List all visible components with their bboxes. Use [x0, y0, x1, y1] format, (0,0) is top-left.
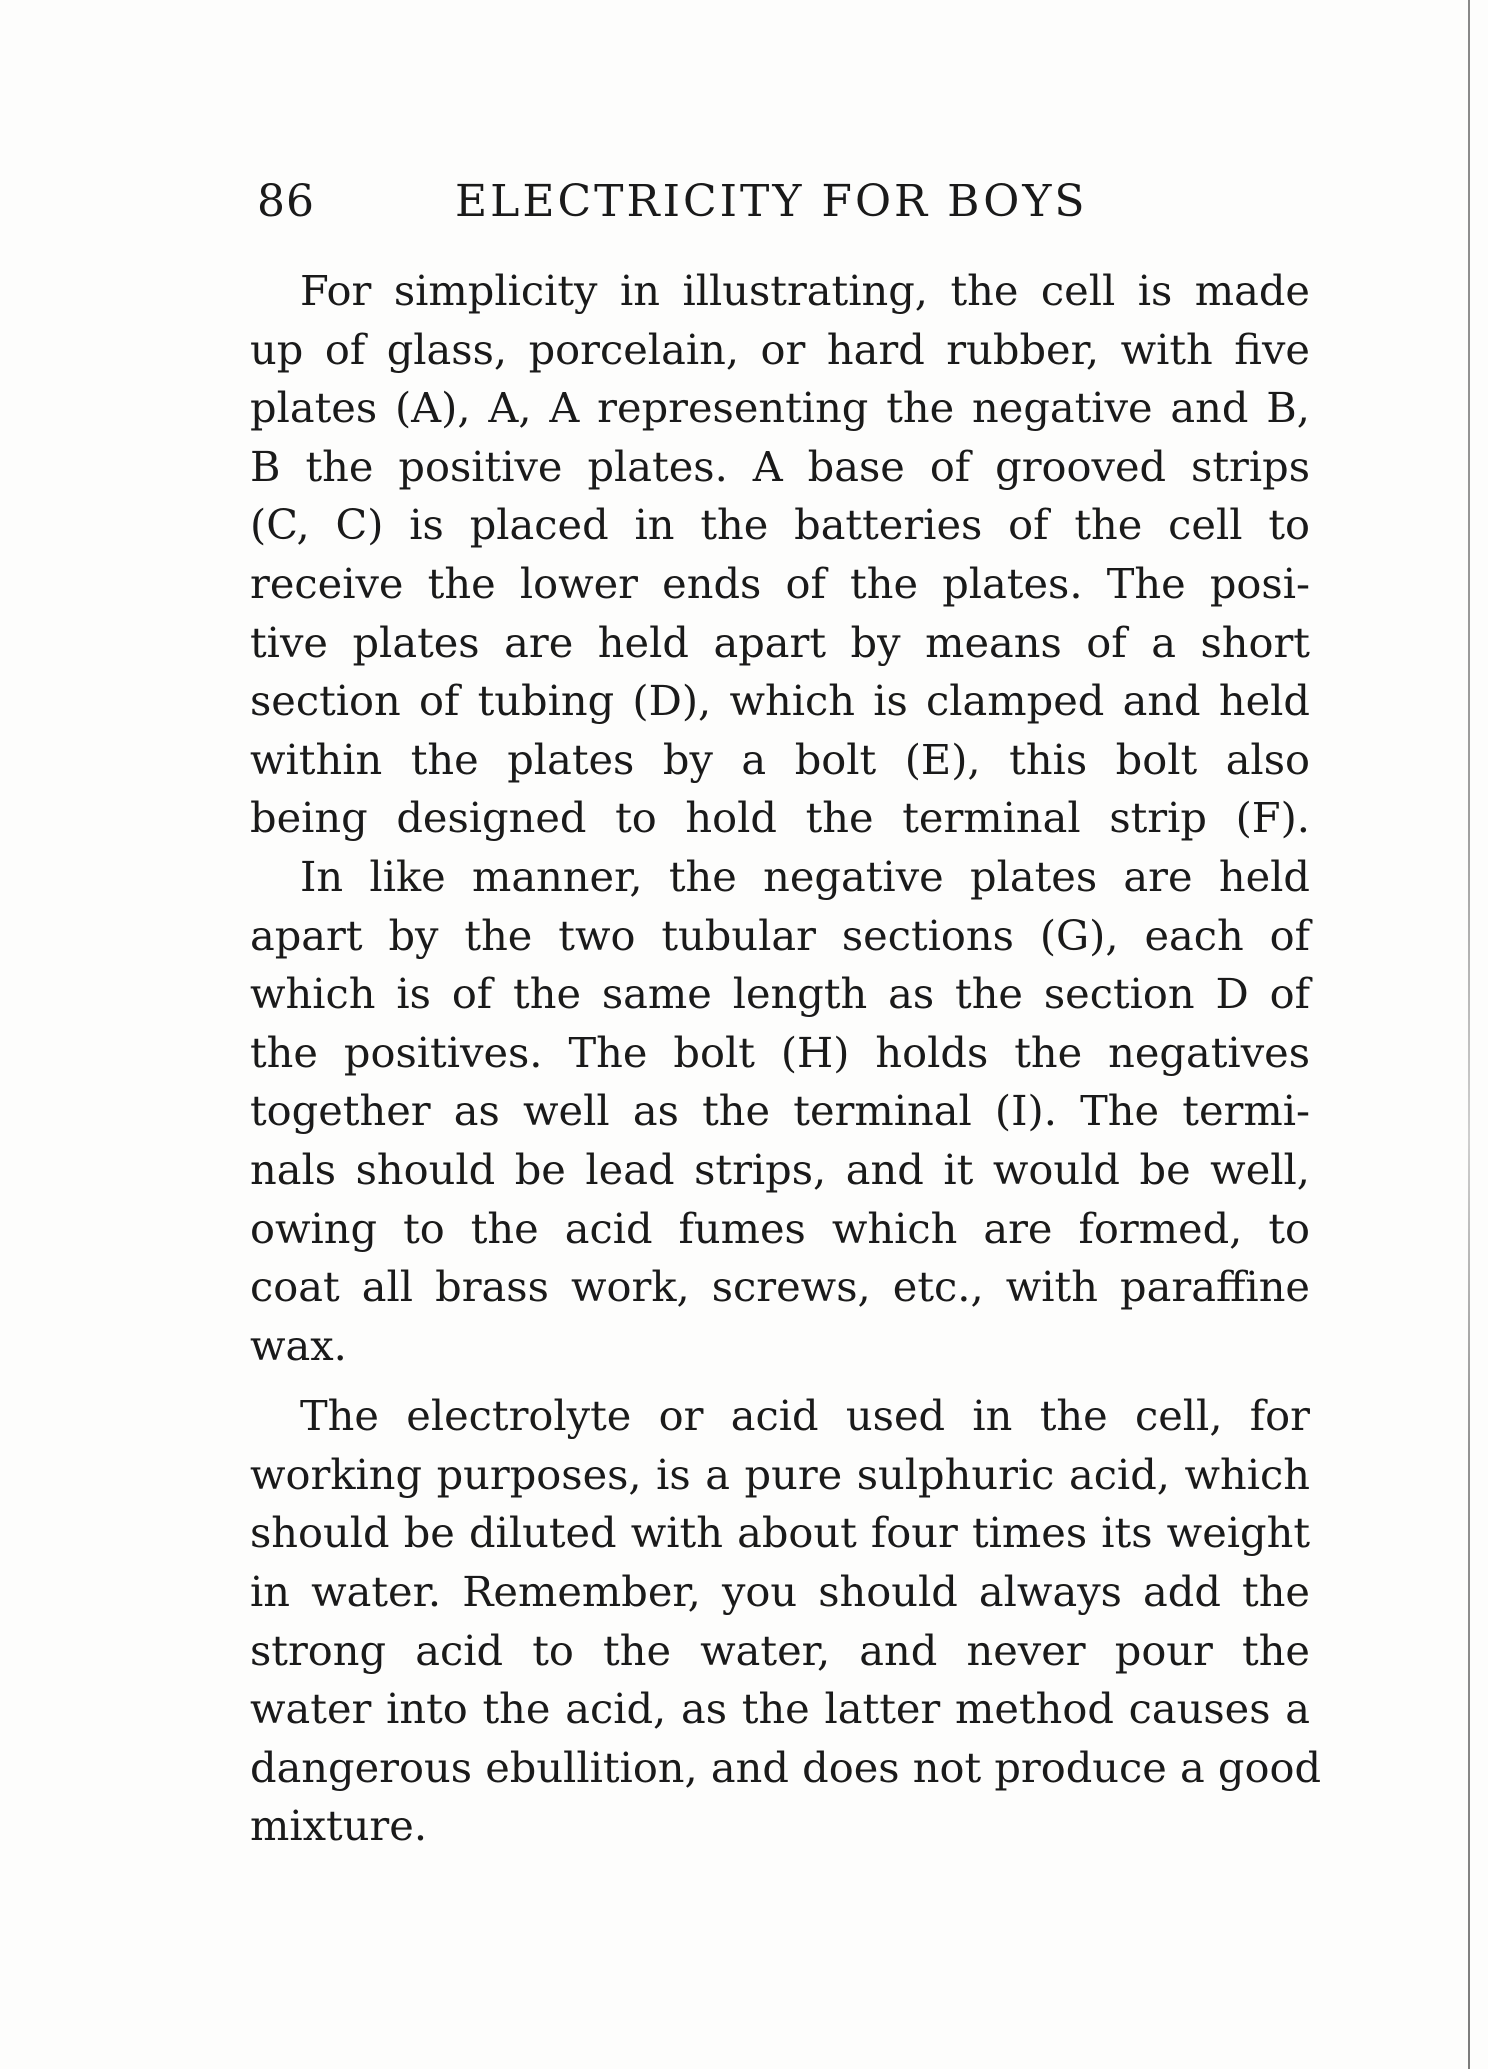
text-line: together as well as the terminal (I). The termi-	[250, 1086, 1310, 1136]
text-line: which is of the same length as the section D of	[250, 969, 1310, 1019]
text-line: dangerous ebullition, and does not produce a good	[250, 1742, 1322, 1792]
paragraph-1	[250, 262, 1310, 848]
text-line: apart by the two tubular sections (G), each of	[250, 910, 1310, 960]
body-text	[250, 262, 1322, 1856]
text-line: being designed to hold the terminal strip (F).	[250, 793, 1310, 843]
running-title: ELECTRICITY FOR BOYS	[455, 176, 1088, 227]
text-line: owing to the acid fumes which are formed, to	[250, 1203, 1310, 1253]
page-header	[257, 176, 1307, 236]
paragraph-2	[250, 848, 1310, 1375]
text-line: The electrolyte or acid used in the cell, for	[300, 1391, 1310, 1441]
text-line: For simplicity in illustrating, the cell is made	[300, 266, 1310, 315]
text-line: plates (A), A, A representing the negative and B,	[250, 383, 1310, 433]
text-line: receive the lower ends of the plates. The posi-	[250, 558, 1310, 608]
text-line: strong acid to the water, and never pour the	[250, 1625, 1310, 1675]
page-edge-shadow	[1468, 0, 1470, 2069]
text-line: nals should be lead strips, and it would be well,	[250, 1144, 1310, 1194]
text-line: wax.	[250, 1320, 347, 1370]
text-line: section of tubing (D), which is clamped and held	[250, 676, 1310, 726]
text-line: In like manner, the negative plates are held	[300, 851, 1310, 901]
text-line: up of glass, porcelain, or hard rubber, with five	[250, 324, 1310, 374]
text-line: working purposes, is a pure sulphuric acid, which	[250, 1449, 1310, 1499]
text-line: mixture.	[250, 1801, 428, 1851]
text-line: in water. Remember, you should always add the	[250, 1567, 1310, 1617]
text-line: should be diluted with about four times its weight	[250, 1508, 1310, 1558]
text-line: tive plates are held apart by means of a short	[250, 617, 1310, 667]
text-line: water into the acid, as the latter method causes a	[250, 1684, 1310, 1734]
text-line: (C, C) is placed in the batteries of the cell to	[250, 500, 1310, 550]
paragraph-3	[250, 1387, 1322, 1856]
text-line: coat all brass work, screws, etc., with paraffine	[250, 1262, 1310, 1312]
page-number: 86	[257, 176, 315, 227]
text-line: within the plates by a bolt (E), this bolt also	[250, 734, 1310, 784]
text-line: B the positive plates. A base of grooved strips	[250, 441, 1310, 491]
text-line: the positives. The bolt (H) holds the negatives	[250, 1027, 1310, 1077]
